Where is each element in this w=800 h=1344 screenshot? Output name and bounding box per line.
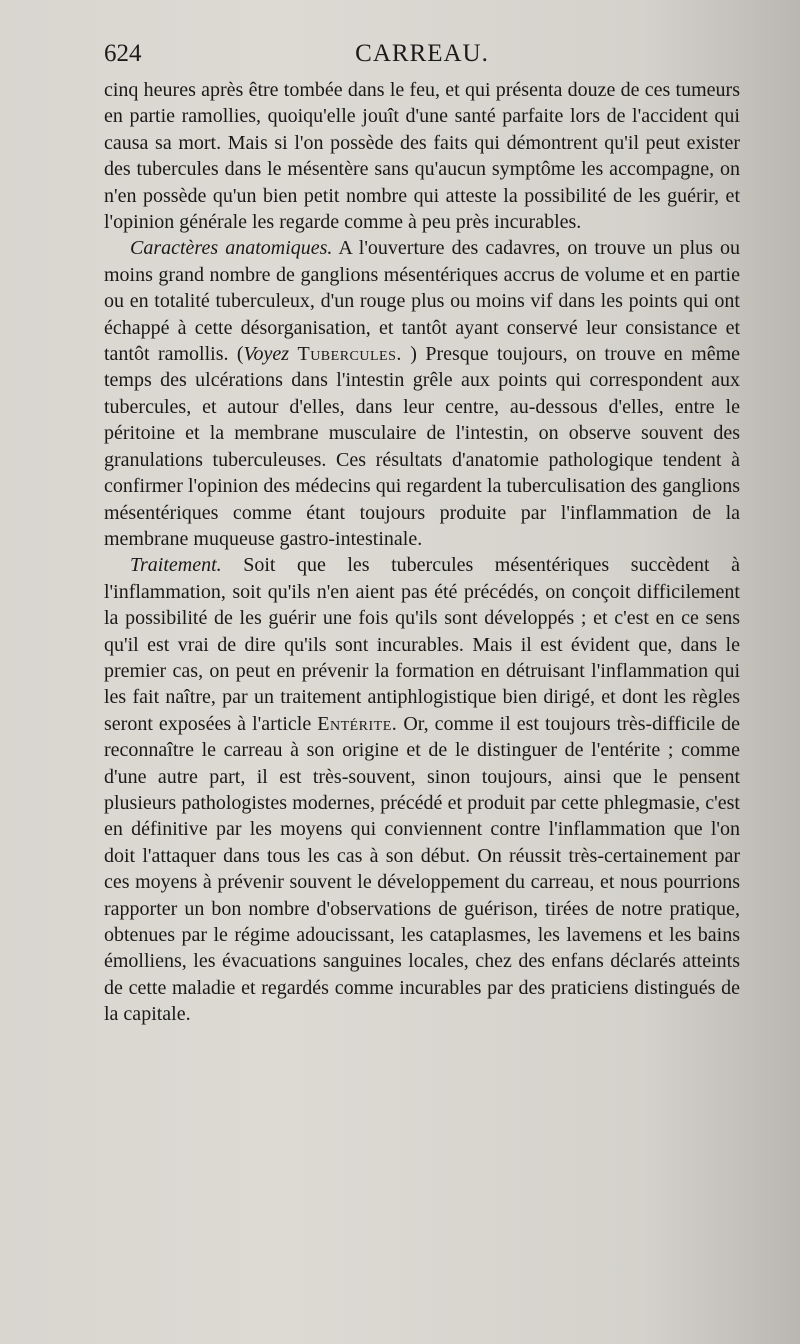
cross-reference-tubercules: Tubercules. — [297, 343, 402, 366]
cross-reference-enterite: Entérite. — [317, 712, 398, 735]
paragraph-text: Soit que les tubercules mésentériques succèdent à l'inflammation, soit qu'ils n'en aient pas été précédés, on conçoit difficilement la possibilité de les guérir une fois qu'ils sont développés ; et c'est en ce sens qu'il est vrai de dire qu'ils sont incurables. Mais il est évident que, dans le premier cas, on peut en prévenir la formation en détruisant l'inflammation qui les fait naître, par un traitement antiphlogistique bien dirigé, et dont les règles seront exposées à l'article — [104, 554, 740, 735]
body-text — [104, 77, 740, 1028]
cross-reference-voyez: Voyez — [243, 343, 290, 366]
section-heading-anatomical: Caractères anatomiques. — [130, 237, 333, 260]
paragraph-anatomical-characters — [104, 235, 740, 552]
paragraph-treatment — [104, 552, 740, 1027]
paragraph-continuation — [104, 77, 740, 235]
paragraph-text: Or, comme il est toujours très-difficile de reconnaître le carreau à son origine et de le distinguer de l'entérite ; comme d'une autre part, il est très-souvent, sinon toujours, ainsi que le pensent plusieurs pathologistes modernes, précédé et produit par cette phlegmasie, c'est en définitive par les moyens qui conviennent contre l'inflammation que l'on doit l'attaquer dans tous les cas à son début. On réussit très-certainement par ces moyens à prévenir souvent le développement du carreau, et nous pourrions rapporter un bon nombre d'observations de guérison, tirées de notre pratique, obtenues par le régime adoucissant, les cataplasmes, les lavemens et les bains émolliens, les évacuations sanguines locales, chez des enfans déclarés atteints de cette maladie et regardés comme incurables par des praticiens distingués de la capitale. — [104, 712, 740, 1026]
paragraph-text: A l'ouverture des cadavres, on trouve un plus ou moins grand nombre de ganglions mésentériques accrus de volume et en partie ou en totalité tuberculeux, d'un rouge plus ou moins vif dans les points qui ont échappé à cette désorganisation, et tantôt ayant conservé leur consistance et tantôt ramollis. ( — [104, 237, 741, 366]
section-heading-treatment: Traitement. — [130, 554, 222, 577]
paragraph-text: cinq heures après être tombée dans le feu, et qui présenta douze de ces tumeurs en partie ramollies, quoiqu'elle jouît d'une santé parfaite lors de l'accident qui causa sa mort. Mais si l'on possède des faits qui démontrent qu'il peut exister des tubercules dans le mésentère sans qu'aucun symptôme les accompagne, on n'en possède qu'un bien petit nombre qui atteste la possibilité de les guérir, et l'opinion générale les regarde comme à peu près incurables. — [104, 79, 740, 234]
paragraph-text: ) Presque toujours, on trouve en même temps des ulcérations dans l'intestin grêle aux points qui correspondent aux tubercules, et autour d'elles, dans leur centre, au-dessous d'elles, entre le péritoine et la membrane musculaire de l'intestin, on observe souvent des granulations tuberculeuses. Ces résultats d'anatomie pathologique tendent à confirmer l'opinion des médecins qui regardent la tuberculisation des ganglions mésentériques comme étant toujours produite par l'inflammation de la membrane muqueuse gastro-intestinale. — [104, 343, 740, 550]
page-header — [104, 40, 740, 80]
page-number: 624 — [104, 40, 142, 67]
running-title: CARREAU. — [355, 40, 489, 67]
